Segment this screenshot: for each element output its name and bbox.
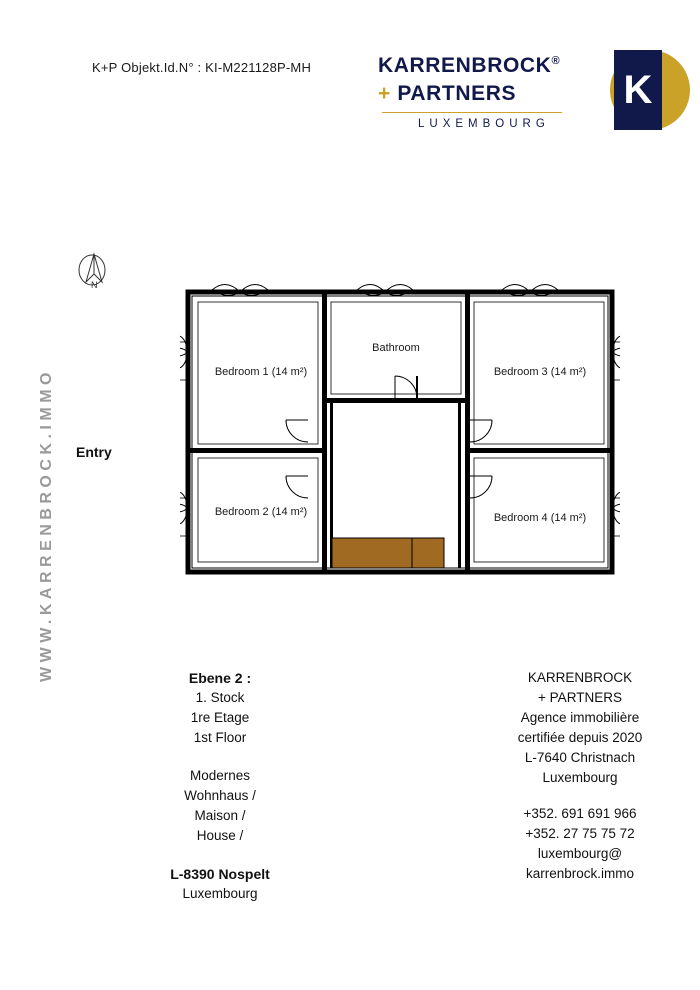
brand-logo <box>378 28 678 130</box>
property-address: L-8390 Nospelt <box>170 866 270 882</box>
property-type-de2: Wohnhaus / <box>184 788 256 803</box>
agency-email-line1: luxembourg@ <box>537 846 623 861</box>
property-type-fr: Maison / <box>194 808 246 823</box>
property-type-de: Modernes <box>189 768 251 783</box>
level-en: 1st Floor <box>193 730 247 745</box>
room-label-bedroom-2: Bedroom 2 (14 m²) <box>214 506 308 518</box>
agency-address-line1: L-7640 Christnach <box>524 750 636 765</box>
footer-right-column <box>470 668 690 884</box>
spacer-left-1 <box>120 748 320 766</box>
vertical-website-url-text: WWW.KARRENBROCK.IMMO <box>38 368 55 682</box>
level-de: 1. Stock <box>195 690 245 705</box>
brand-name-text: KARRENBROCK <box>378 54 552 77</box>
logo-monogram <box>610 50 690 130</box>
vertical-website-url <box>22 310 62 690</box>
footer-left-column <box>120 668 320 904</box>
agency-desc-line1: Agence immobilière <box>520 710 640 725</box>
property-type-en: House / <box>196 828 244 843</box>
agency-name-line2: + PARTNERS <box>538 690 622 705</box>
entry-label: Entry <box>76 444 112 460</box>
room-label-bathroom: Bathroom <box>372 342 420 354</box>
svg-text:N: N <box>91 280 98 290</box>
agency-email-line2: karrenbrock.immo <box>525 866 635 881</box>
level-fr: 1re Etage <box>190 710 250 725</box>
floor-plan <box>180 280 620 585</box>
agency-phone-1: +352. 691 691 966 <box>523 806 637 821</box>
spacer-left-2 <box>120 846 320 864</box>
spacer-right-1 <box>470 788 690 804</box>
property-country: Luxembourg <box>182 886 258 901</box>
room-label-bedroom-3: Bedroom 3 (14 m²) <box>493 366 587 378</box>
registered-mark: ® <box>551 55 561 67</box>
logo-divider <box>382 112 562 113</box>
compass-icon <box>74 248 118 304</box>
level-title: Ebene 2 : <box>188 670 252 686</box>
room-label-bedroom-1: Bedroom 1 (14 m²) <box>214 366 308 378</box>
agency-address-line2: Luxembourg <box>542 770 618 785</box>
brand-name-line1 <box>378 54 560 78</box>
page-header <box>0 28 700 130</box>
plus-symbol: + <box>378 82 391 105</box>
agency-desc-line2: certifiée depuis 2020 <box>517 730 643 745</box>
object-id-label: K+P Objekt.Id.N° : KI-M221128P-MH <box>92 60 312 75</box>
agency-phone-2: +352. 27 75 75 72 <box>525 826 635 841</box>
brand-name-line2 <box>378 82 516 106</box>
brand-city-text: LUXEMBOURG <box>418 118 550 130</box>
agency-name-line1: KARRENBROCK <box>527 670 633 685</box>
room-label-bedroom-4: Bedroom 4 (14 m²) <box>493 512 587 524</box>
logo-k-letter: K <box>614 50 662 130</box>
brand-partners-text: PARTNERS <box>397 82 517 105</box>
